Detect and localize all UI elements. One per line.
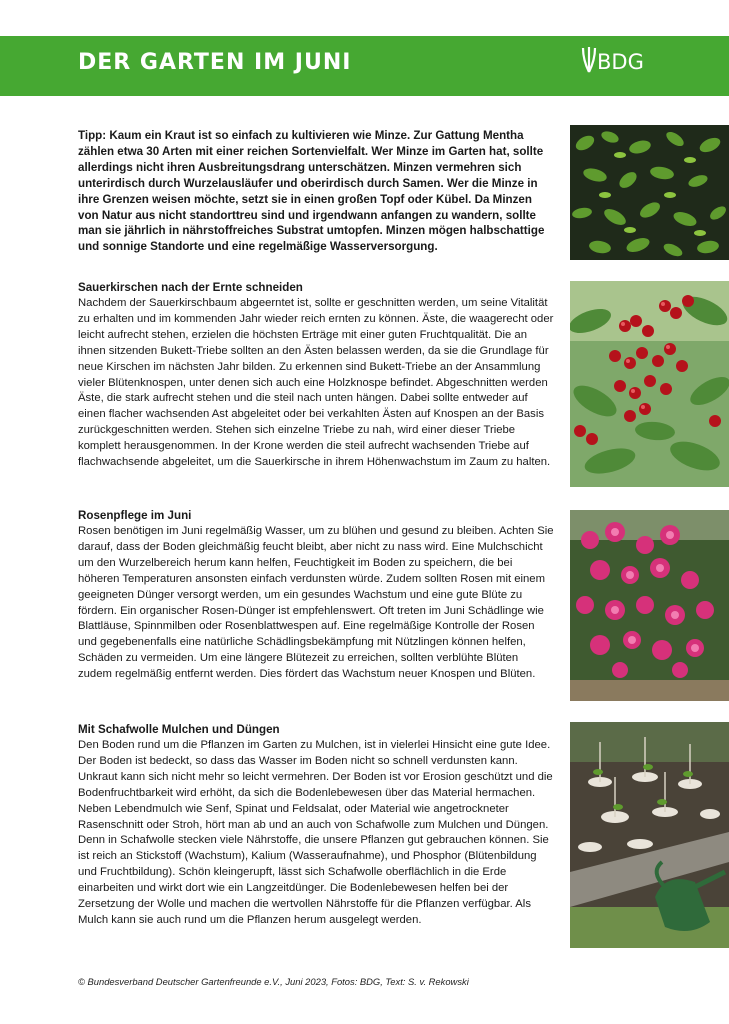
section-body: Den Boden rund um die Pflanzen im Garten zu Mulchen, ist in vielerlei Hinsicht eine gute Idee. Der Boden ist bedeckt, so dass das Wasser im Boden nicht so schnell verdunsten kann. Unkraut kann sich nicht mehr so leicht vermehren. Der Boden ist vor Erosion geschützt und die Bodenfruchtbarkeit wird erhöht, da sich die Bodenlebewesen über das Material hermachen. Neben Lebendmulch wie Senf, Spinat und Feldsalat, oder Material wie angetrockneter Rasenschnitt oder Stroh, hört man ab und an auch von Schafwolle zum Mulchen und Düngen. Denn in Schafwolle stecken viele Nährstoffe, die unsere Pflanzen gut gebrauchen können. Sie ist reich an Stickstoff (Wachstum), Kalium (Wasseraufnahme), und Phosphor (Blütenbildung und Fruchtbildung). Schön kleingerupft, lässt sich Schafwolle oberflächlich in die Erde einarbeiten und wirkt dort wie ein Langzeitdünger. Die Bodenlebewesen helfen bei der Zersetzung der Wolle und machen die wertvollen Nährstoffe für die Pflanzen verfügbar. Als Mulch kann sie auch rund um die Pflanzen herum ausgelegt werden. [78,739,553,926]
mint-photo [570,125,729,260]
section-body: Nachdem der Sauerkirschbaum abgeerntet ist, sollte er geschnitten werden, um seine Vitalität zu erhalten und im kommenden Jahr wieder reich ernten zu können. Äste, die waagerecht oder leicht aufrecht stehen, erzielen die höchsten Erträge mit einer guten Fruchtqualität. Die an ihnen sitzenden Bukett-Triebe sollten an den Ästen belassen werden, da sie die Grundlage für neue Kirschen im nächsten Jahr bilden. Zu erkennen sind Bukett-Triebe an der Ansammlung vieler Blütenknospen, unter denen sich auch eine Holzknospe befindet. Abgeschnitten werden Äste, die stark aufrecht stehen und die steil nach unten hängen. Dabei sollte entweder auf einen flacher wachsenden Ast abgeleitet oder bei verkahlten Ästen auf Knospen an der Basis zurückgeschnitten werden. Stehen sich einzelne Triebe zu nah, wird einer dieser Triebe komplett herausgenommen. In der Krone werden die steil aufrecht wachsenden Triebe auf flachwachsende abgeleitet, um die Sauerkirsche in ihrem Höhenwachstum im Zaum zu halten. [78,297,554,469]
section-body: Rosen benötigen im Juni regelmäßig Wasser, um zu blühen und gesund zu bleiben. Achten Sie darauf, dass der Boden gleichmäßig feucht bleibt, aber nicht zu nass wird. Eine Mulchschicht um den Wurzelbereich herum kann helfen, Feuchtigkeit im Boden zu speichern, die bei höheren Temperaturen ansonsten einfach verdunsten würde. Zudem sollten Rosen mit einem geeigneten Dünger versorgt werden, um ein gesundes Wachstum und eine gute Blüte zu fördern. Ein organischer Rosen-Dünger ist empfehlenswert. Oft treten im Juni Schädlinge wie Blattläuse, Spinnmilben oder Rosenblattwespen auf. Eine regelmäßige Kontrolle der Rosen und gegebenenfalls eine natürliche Schädlingsbekämpfung mit Nützlingen können helfen, Schäden zu vermeiden. Um eine längere Blütezeit zu erreichen, sollten verblühte Blüten zudem regelmäßig entfernt werden. Dies fördert das Wachstum neuer Knospen und Blüten. [78,525,554,681]
bdg-logo [577,46,657,80]
cherries-photo [570,281,729,487]
section-roses [78,508,554,683]
tip-paragraph: Tipp: Kaum ein Kraut ist so einfach zu kultivieren wie Minze. Zur Gattung Mentha zählen etwa 30 Arten mit einer reichen Sortenvielfalt. Wer Minze im Garten hat, sollte allerdings nicht ihren Ausbreitungsdrang unterschätzen. Minzen vermehren sich unterirdisch durch Wurzelausläufer und oberirdisch durch Samen. Wer die Minze in ihre Grenzen weisen möchte, setzt sie in einen großen Topf oder Kübel. Da Minzen von Natur aus nicht standorttreu sind und irgendwann anfangen zu wandern, sollte man sie jährlich in nährstoffreiches Substrat umtopfen. Minzen mögen halbschattige und sonnige Standorte und eine regelmäßige Wasserversorgung. [78,129,545,254]
roses-photo [570,510,729,701]
section-heading: Rosenpflege im Juni [78,509,192,522]
sheep-wool-mulch-photo [570,722,729,948]
section-heading: Mit Schafwolle Mulchen und Düngen [78,723,280,736]
footer-credits: © Bundesverband Deutscher Gartenfreunde e.V., Juni 2023, Fotos: BDG, Text: S. v. Rekowski [78,976,469,987]
page-title: DER GARTEN IM JUNI [78,50,352,75]
section-sour-cherries [78,280,554,471]
section-heading: Sauerkirschen nach der Ernte schneiden [78,281,303,294]
section-sheep-wool [78,722,554,929]
logo-text: BDG [597,50,644,74]
